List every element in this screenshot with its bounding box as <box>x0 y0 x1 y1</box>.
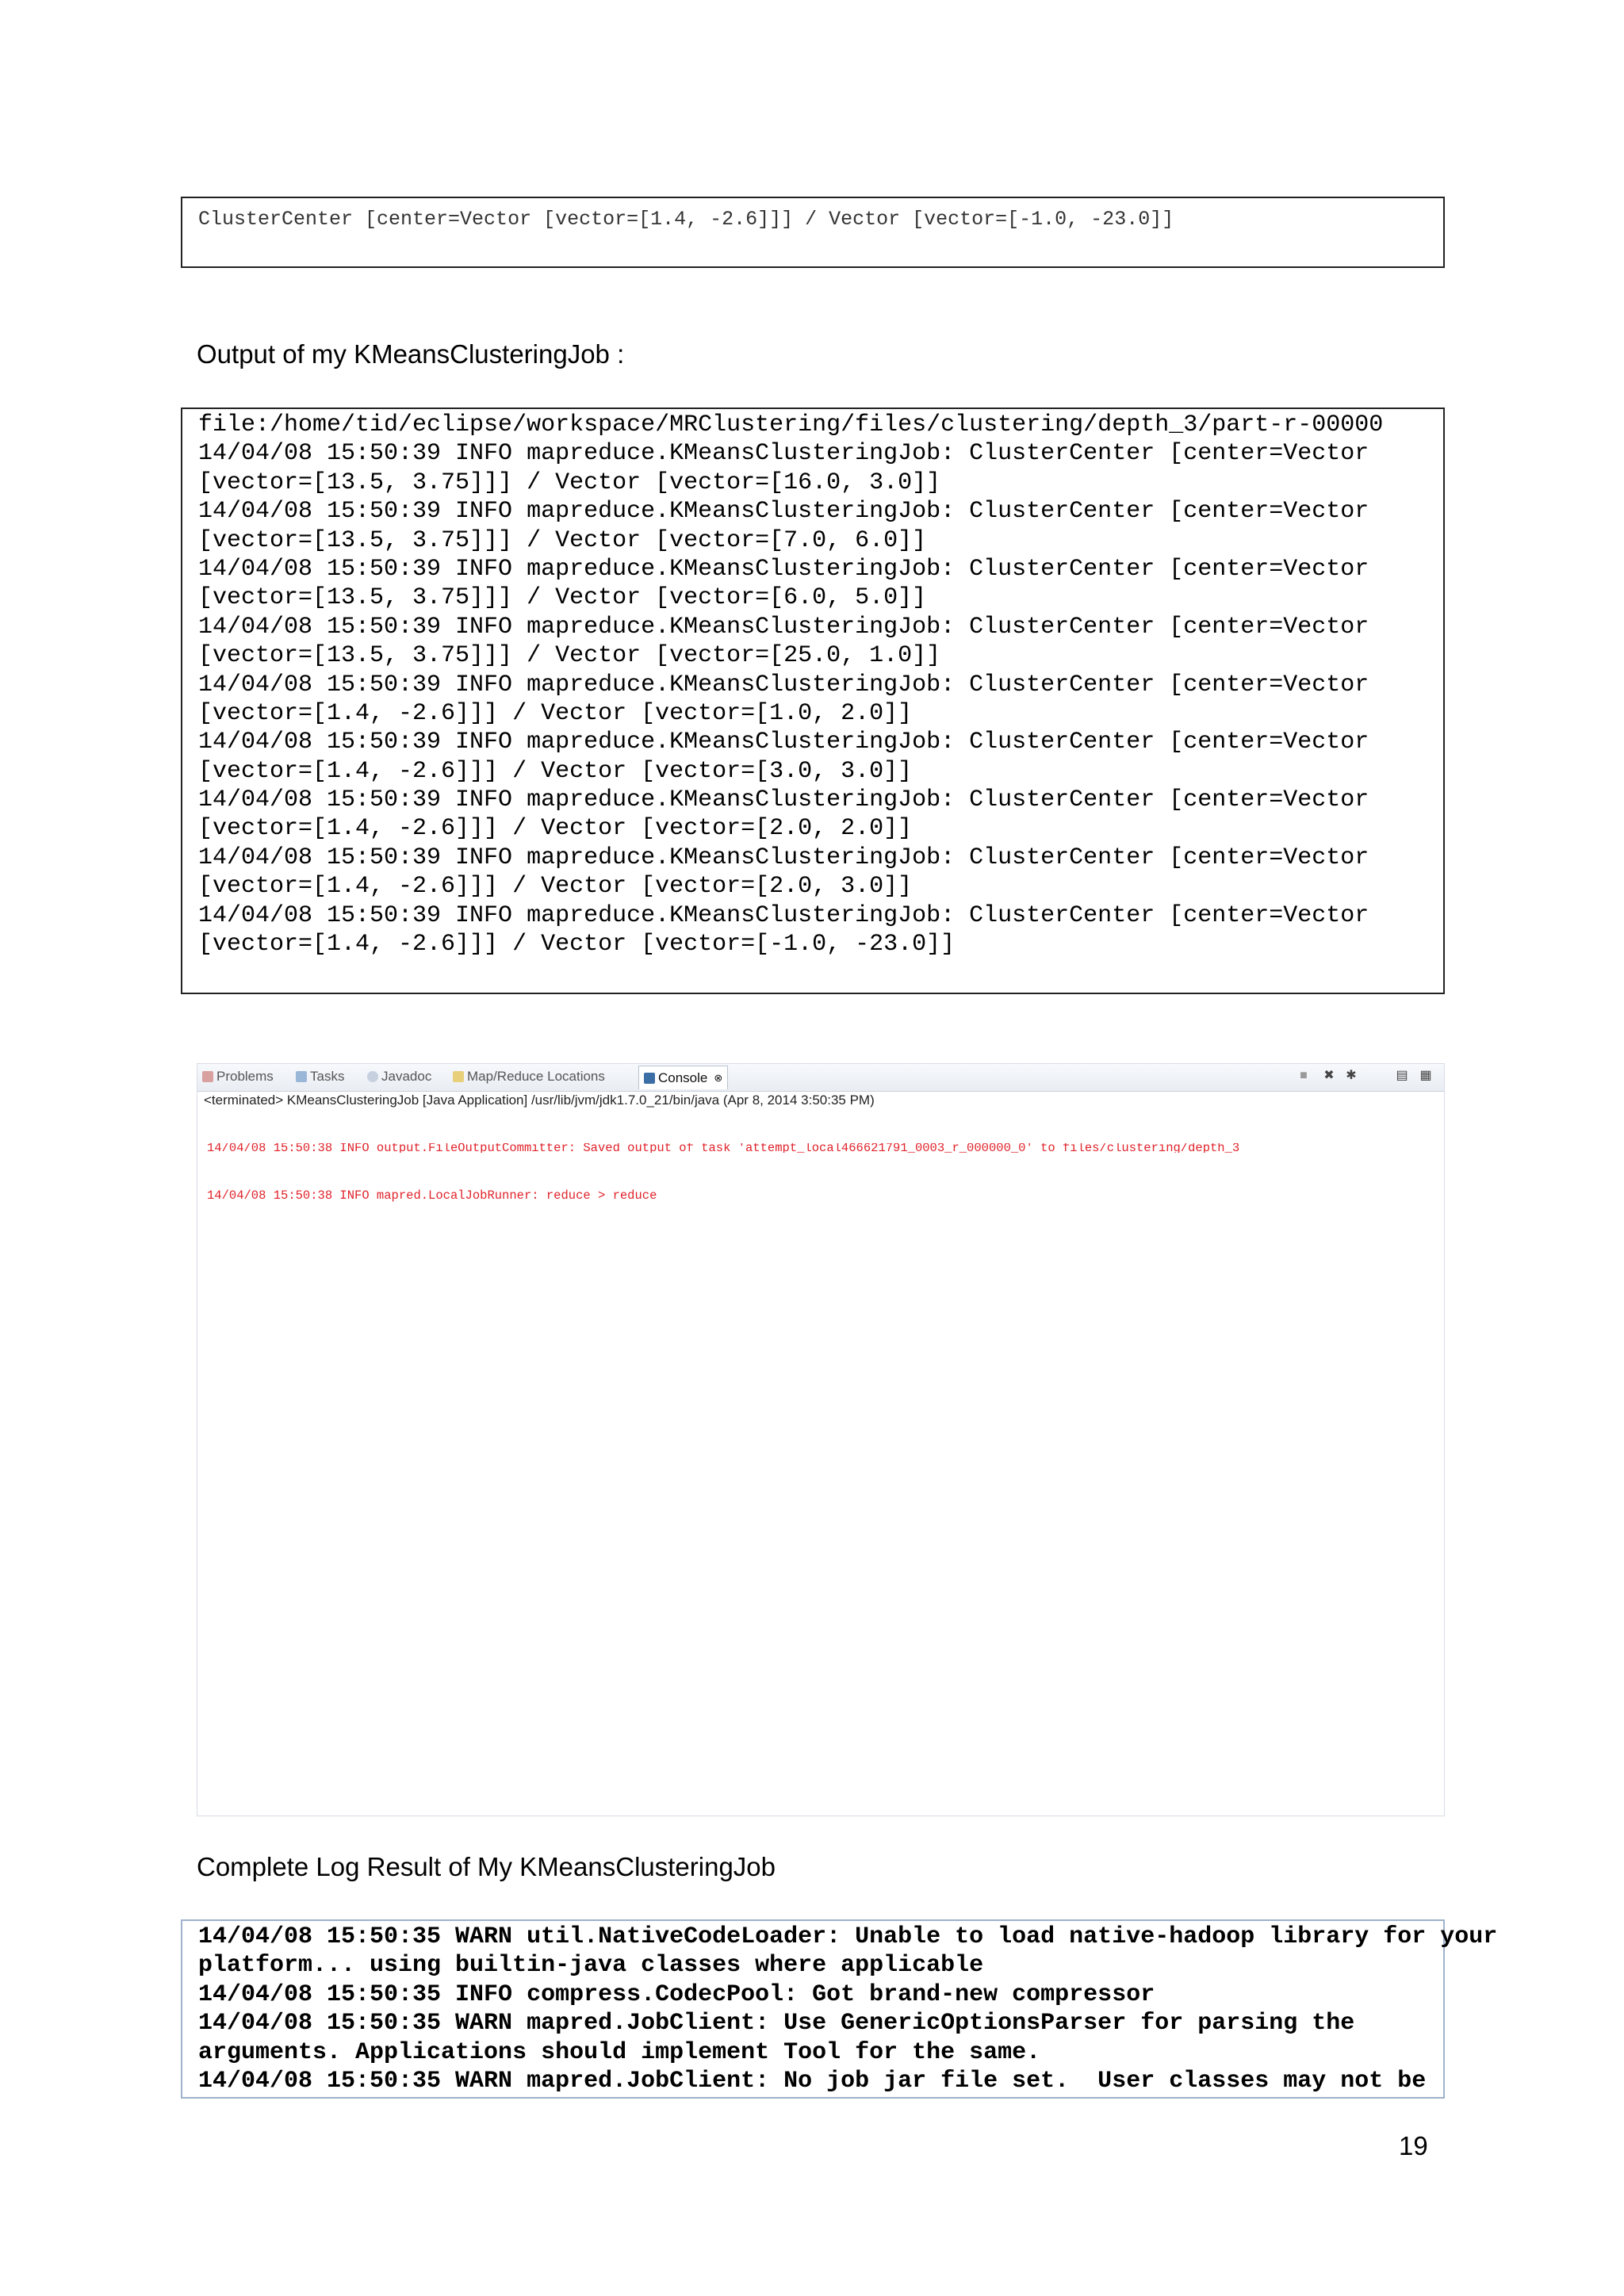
code-line: ClusterCenter [center=Vector [vector=[1.4, -2.6]]] / Vector [vector=[-1.0, -23.0]] <box>198 208 1174 231</box>
console-log <box>207 1112 1262 1240</box>
output-line: 14/04/08 15:50:39 INFO mapreduce.KMeansClusteringJob: ClusterCenter [center=Vector <box>198 440 1369 468</box>
output-line: [vector=[13.5, 3.75]]] / Vector [vector=[7.0, 6.0]] <box>198 526 927 554</box>
caption-complete-log: Complete Log Result of My KMeansClusteringJob <box>197 1852 776 1881</box>
tasks-icon <box>296 1071 307 1082</box>
output-line: [vector=[1.4, -2.6]]] / Vector [vector=[1.0, 2.0]] <box>198 699 913 727</box>
output-lines <box>198 411 1383 959</box>
caption-output: Output of my KMeansClusteringJob : <box>197 339 625 369</box>
log-line-cut: 14/04/08 15:50:38 INFO output.FileOutputCommitter: Saved output of task 'attempt_local466621791_0003_r_000000_0' to files/clustering/depth_3 <box>207 1142 1240 1153</box>
tab-label: Console <box>658 1070 708 1085</box>
log-line: 14/04/08 15:50:38 INFO mapred.LocalJobRunner: reduce > reduce <box>207 1188 657 1203</box>
tab-tasks[interactable] <box>296 1069 344 1085</box>
output-line: [vector=[1.4, -2.6]]] / Vector [vector=[-1.0, -23.0]] <box>198 931 956 959</box>
complete-log-line: 14/04/08 15:50:35 INFO compress.CodecPool: Got brand-new compressor <box>198 1980 1155 2008</box>
complete-log-line: 14/04/08 15:50:35 WARN mapred.JobClient: No job jar file set. User classes may not be <box>198 2067 1427 2095</box>
javadoc-icon <box>367 1071 378 1082</box>
output-line: 14/04/08 15:50:39 INFO mapreduce.KMeansClusteringJob: ClusterCenter [center=Vector <box>198 786 1369 814</box>
output-line: 14/04/08 15:50:39 INFO mapreduce.KMeansClusteringJob: ClusterCenter [center=Vector <box>198 729 1369 756</box>
output-line: 14/04/08 15:50:39 INFO mapreduce.KMeansClusteringJob: ClusterCenter [center=Vector <box>198 498 1369 526</box>
complete-log-line: arguments. Applications should implement Tool for the same. <box>198 2038 1041 2066</box>
output-line: [vector=[13.5, 3.75]]] / Vector [vector=[25.0, 1.0]] <box>198 642 941 670</box>
output-line: [vector=[1.4, -2.6]]] / Vector [vector=[2.0, 2.0]] <box>198 815 913 843</box>
log-lines <box>207 1188 1262 1205</box>
output-line: 14/04/08 15:50:39 INFO mapreduce.KMeansClusteringJob: ClusterCenter [center=Vector <box>198 901 1369 929</box>
complete-log-lines <box>198 1923 1497 2095</box>
output-code-box <box>181 408 1445 994</box>
remove-launch-icon[interactable]: ✖ <box>1323 1069 1335 1082</box>
complete-log-line: 14/04/08 15:50:35 WARN util.NativeCodeLoader: Unable to load native-hadoop library for your <box>198 1923 1498 1950</box>
output-line: [vector=[1.4, -2.6]]] / Vector [vector=[2.0, 3.0]] <box>198 873 913 901</box>
console-tab-bar <box>197 1064 1444 1092</box>
remove-all-icon[interactable]: ✱ <box>1346 1069 1357 1082</box>
elephant-icon <box>453 1071 464 1082</box>
tab-label: Map/Reduce Locations <box>467 1069 605 1084</box>
scroll-lock-icon[interactable]: ▦ <box>1419 1069 1432 1082</box>
problems-icon <box>202 1071 213 1082</box>
output-line: [vector=[1.4, -2.6]]] / Vector [vector=[3.0, 3.0]] <box>198 757 913 785</box>
page-number: 19 <box>1399 2131 1428 2160</box>
code-box-cluster-center <box>181 197 1445 268</box>
output-line: [vector=[13.5, 3.75]]] / Vector [vector=[16.0, 3.0]] <box>198 469 941 496</box>
tab-label: Javadoc <box>381 1069 432 1084</box>
output-line: 14/04/08 15:50:39 INFO mapreduce.KMeansClusteringJob: ClusterCenter [center=Vector <box>198 613 1369 641</box>
output-line: [vector=[13.5, 3.75]]] / Vector [vector=[6.0, 5.0]] <box>198 584 927 612</box>
complete-log-line: platform... using builtin-java classes where applicable <box>198 1952 984 1980</box>
tab-console[interactable] <box>638 1066 728 1089</box>
output-line: 14/04/08 15:50:39 INFO mapreduce.KMeansClusteringJob: ClusterCenter [center=Vector <box>198 671 1369 698</box>
terminate-icon[interactable]: ■ <box>1300 1069 1308 1082</box>
tab-map-reduce-locations[interactable] <box>453 1069 605 1085</box>
tab-javadoc[interactable] <box>367 1069 431 1085</box>
console-icon <box>644 1073 655 1084</box>
output-line: 14/04/08 15:50:39 INFO mapreduce.KMeansClusteringJob: ClusterCenter [center=Vector <box>198 555 1369 583</box>
complete-log-line: 14/04/08 15:50:35 WARN mapred.JobClient: Use GenericOptionsParser for parsing the <box>198 2010 1355 2038</box>
output-line: 14/04/08 15:50:39 INFO mapreduce.KMeansClusteringJob: ClusterCenter [center=Vector <box>198 844 1369 871</box>
tab-label: Problems <box>216 1069 274 1084</box>
complete-log-box <box>181 1919 1498 2099</box>
close-icon[interactable]: ⊗ <box>714 1071 723 1084</box>
tab-problems[interactable] <box>202 1069 274 1085</box>
tab-label: Tasks <box>310 1069 345 1084</box>
terminated-status: <terminated> KMeansClusteringJob [Java Application] /usr/lib/jvm/jdk1.7.0_21/bin/java (Apr 8, 2014 3:50:35 PM) <box>204 1093 875 1108</box>
eclipse-console-screenshot <box>197 1063 1445 1816</box>
output-line: file:/home/tid/eclipse/workspace/MRClustering/files/clustering/depth_3/part-r-00000 <box>198 411 1384 438</box>
clear-console-icon[interactable]: ▤ <box>1396 1069 1408 1082</box>
